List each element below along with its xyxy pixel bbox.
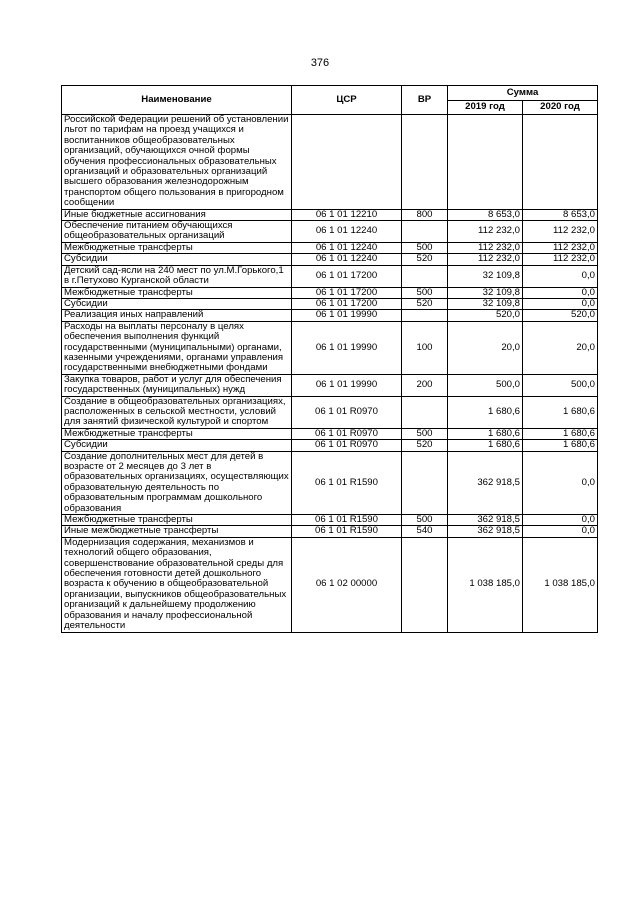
row-csr-cell: 06 1 01 12210 [292, 209, 402, 220]
row-amount-2019-cell: 1 680,6 [448, 428, 523, 439]
row-amount-2019-cell: 362 918,5 [448, 526, 523, 537]
row-amount-2019-cell: 1 680,6 [448, 396, 523, 428]
row-amount-2020-cell [523, 115, 598, 210]
row-csr-cell: 06 1 01 12240 [292, 242, 402, 253]
row-csr-cell: 06 1 01 19990 [292, 374, 402, 396]
row-name-cell: Расходы на выплаты персоналу в целях обеспечения выполнения функций государственными (муниципальными) органами, казенными учреждениями, органами управления государственными внебюджетными фондами [62, 321, 292, 374]
row-vr-cell: 500 [402, 428, 448, 439]
row-amount-2020-cell: 20,0 [523, 321, 598, 374]
row-amount-2020-cell: 520,0 [523, 310, 598, 321]
row-amount-2020-cell: 1 680,6 [523, 440, 598, 451]
table-header [62, 86, 598, 115]
page-number: 376 [310, 57, 330, 69]
table-row [62, 115, 598, 210]
table-row [62, 310, 598, 321]
row-amount-2020-cell: 112 232,0 [523, 221, 598, 243]
row-amount-2020-cell: 8 653,0 [523, 209, 598, 220]
row-name-cell: Создание дополнительных мест для детей в возрасте от 2 месяцев до 3 лет в образовательных организациях, осуществляющих образовательную деятельность по образовательным программам дошкольного образования [62, 451, 292, 514]
row-csr-cell: 06 1 01 12240 [292, 254, 402, 265]
row-name-cell: Субсидии [62, 254, 292, 265]
row-amount-2019-cell: 1 680,6 [448, 440, 523, 451]
table-row [62, 221, 598, 243]
table-row [62, 209, 598, 220]
row-amount-2020-cell: 500,0 [523, 374, 598, 396]
row-amount-2020-cell: 1 680,6 [523, 428, 598, 439]
row-csr-cell: 06 1 01 R0970 [292, 440, 402, 451]
row-amount-2019-cell: 362 918,5 [448, 451, 523, 514]
row-vr-cell: 800 [402, 209, 448, 220]
row-name-cell: Межбюджетные трансферты [62, 287, 292, 298]
table-row [62, 537, 598, 632]
row-name-cell: Закупка товаров, работ и услуг для обеспечения государственных (муниципальных) нужд [62, 374, 292, 396]
row-csr-cell: 06 1 01 19990 [292, 321, 402, 374]
row-name-cell: Детский сад-ясли на 240 мест по ул.М.Горького,1 в г.Петухово Курганской области [62, 265, 292, 287]
row-name-cell: Российской Федерации решений об установлении льгот по тарифам на проезд учащихся и воспитанников общеобразовательных организаций, обучающихся очной формы обучения профессиональных образовательных организаций и образовательных организаций высшего образования железнодорожным транспортом общего пользования в пригородном сообщении [62, 115, 292, 210]
row-csr-cell: 06 1 01 R0970 [292, 396, 402, 428]
row-amount-2020-cell: 1 680,6 [523, 396, 598, 428]
row-amount-2020-cell: 112 232,0 [523, 254, 598, 265]
row-name-cell: Создание в общеобразовательных организациях, расположенных в сельской местности, условий для занятий физической культурой и спортом [62, 396, 292, 428]
row-amount-2019-cell: 112 232,0 [448, 221, 523, 243]
row-amount-2019-cell: 362 918,5 [448, 515, 523, 526]
header-vr: ВР [402, 86, 448, 115]
row-amount-2019-cell: 1 038 185,0 [448, 537, 523, 632]
row-name-cell: Межбюджетные трансферты [62, 515, 292, 526]
row-csr-cell: 06 1 01 17200 [292, 298, 402, 309]
row-csr-cell: 06 1 01 R1590 [292, 526, 402, 537]
row-name-cell: Иные межбюджетные трансферты [62, 526, 292, 537]
header-csr: ЦСР [292, 86, 402, 115]
row-amount-2019-cell: 112 232,0 [448, 242, 523, 253]
header-year-2019: 2019 год [448, 101, 523, 115]
row-vr-cell: 520 [402, 440, 448, 451]
table-row [62, 396, 598, 428]
row-amount-2019-cell: 32 109,8 [448, 265, 523, 287]
table-row [62, 515, 598, 526]
row-name-cell: Иные бюджетные ассигнования [62, 209, 292, 220]
row-amount-2019-cell: 112 232,0 [448, 254, 523, 265]
row-vr-cell: 540 [402, 526, 448, 537]
row-name-cell: Межбюджетные трансферты [62, 242, 292, 253]
row-vr-cell: 500 [402, 287, 448, 298]
row-vr-cell [402, 396, 448, 428]
row-amount-2019-cell: 32 109,8 [448, 298, 523, 309]
row-vr-cell: 500 [402, 242, 448, 253]
table-row [62, 526, 598, 537]
row-vr-cell [402, 537, 448, 632]
table-row [62, 428, 598, 439]
table-row [62, 287, 598, 298]
row-csr-cell [292, 115, 402, 210]
row-amount-2019-cell: 500,0 [448, 374, 523, 396]
row-vr-cell [402, 221, 448, 243]
row-name-cell: Межбюджетные трансферты [62, 428, 292, 439]
row-amount-2020-cell: 1 038 185,0 [523, 537, 598, 632]
row-name-cell: Обеспечение питанием обучающихся общеобразовательных организаций [62, 221, 292, 243]
row-vr-cell: 520 [402, 298, 448, 309]
row-amount-2020-cell: 0,0 [523, 298, 598, 309]
row-csr-cell: 06 1 02 00000 [292, 537, 402, 632]
row-amount-2019-cell [448, 115, 523, 210]
header-name: Наименование [62, 86, 292, 115]
header-year-2020: 2020 год [523, 101, 598, 115]
table-body [62, 115, 598, 633]
table-row [62, 242, 598, 253]
row-name-cell: Реализация иных направлений [62, 310, 292, 321]
row-amount-2020-cell: 0,0 [523, 515, 598, 526]
row-name-cell: Модернизация содержания, механизмов и технологий общего образования, совершенствование образовательной среды для обеспечения готовности детей дошкольного возраста к обучению в общеобразовательной организации, выпускников общеобразовательных организаций к дальнейшему продолжению образования и началу профессиональной деятельности [62, 537, 292, 632]
table-row [62, 451, 598, 514]
row-csr-cell: 06 1 01 17200 [292, 265, 402, 287]
budget-table [61, 85, 598, 633]
table-row [62, 298, 598, 309]
row-amount-2020-cell: 0,0 [523, 265, 598, 287]
row-name-cell: Субсидии [62, 440, 292, 451]
row-csr-cell: 06 1 01 17200 [292, 287, 402, 298]
row-amount-2019-cell: 32 109,8 [448, 287, 523, 298]
row-vr-cell: 520 [402, 254, 448, 265]
row-amount-2020-cell: 112 232,0 [523, 242, 598, 253]
row-amount-2019-cell: 20,0 [448, 321, 523, 374]
table-row [62, 321, 598, 374]
row-csr-cell: 06 1 01 12240 [292, 221, 402, 243]
row-vr-cell [402, 115, 448, 210]
row-vr-cell: 200 [402, 374, 448, 396]
row-amount-2020-cell: 0,0 [523, 526, 598, 537]
row-csr-cell: 06 1 01 19990 [292, 310, 402, 321]
row-csr-cell: 06 1 01 R1590 [292, 515, 402, 526]
row-csr-cell: 06 1 01 R1590 [292, 451, 402, 514]
table-row [62, 254, 598, 265]
row-amount-2020-cell: 0,0 [523, 287, 598, 298]
header-sum: Сумма [448, 86, 598, 101]
table-row [62, 440, 598, 451]
row-name-cell: Субсидии [62, 298, 292, 309]
row-amount-2019-cell: 520,0 [448, 310, 523, 321]
row-vr-cell: 100 [402, 321, 448, 374]
row-vr-cell [402, 451, 448, 514]
row-amount-2019-cell: 8 653,0 [448, 209, 523, 220]
row-vr-cell [402, 265, 448, 287]
row-csr-cell: 06 1 01 R0970 [292, 428, 402, 439]
row-vr-cell: 500 [402, 515, 448, 526]
table-row [62, 374, 598, 396]
row-amount-2020-cell: 0,0 [523, 451, 598, 514]
table-row [62, 265, 598, 287]
row-vr-cell [402, 310, 448, 321]
